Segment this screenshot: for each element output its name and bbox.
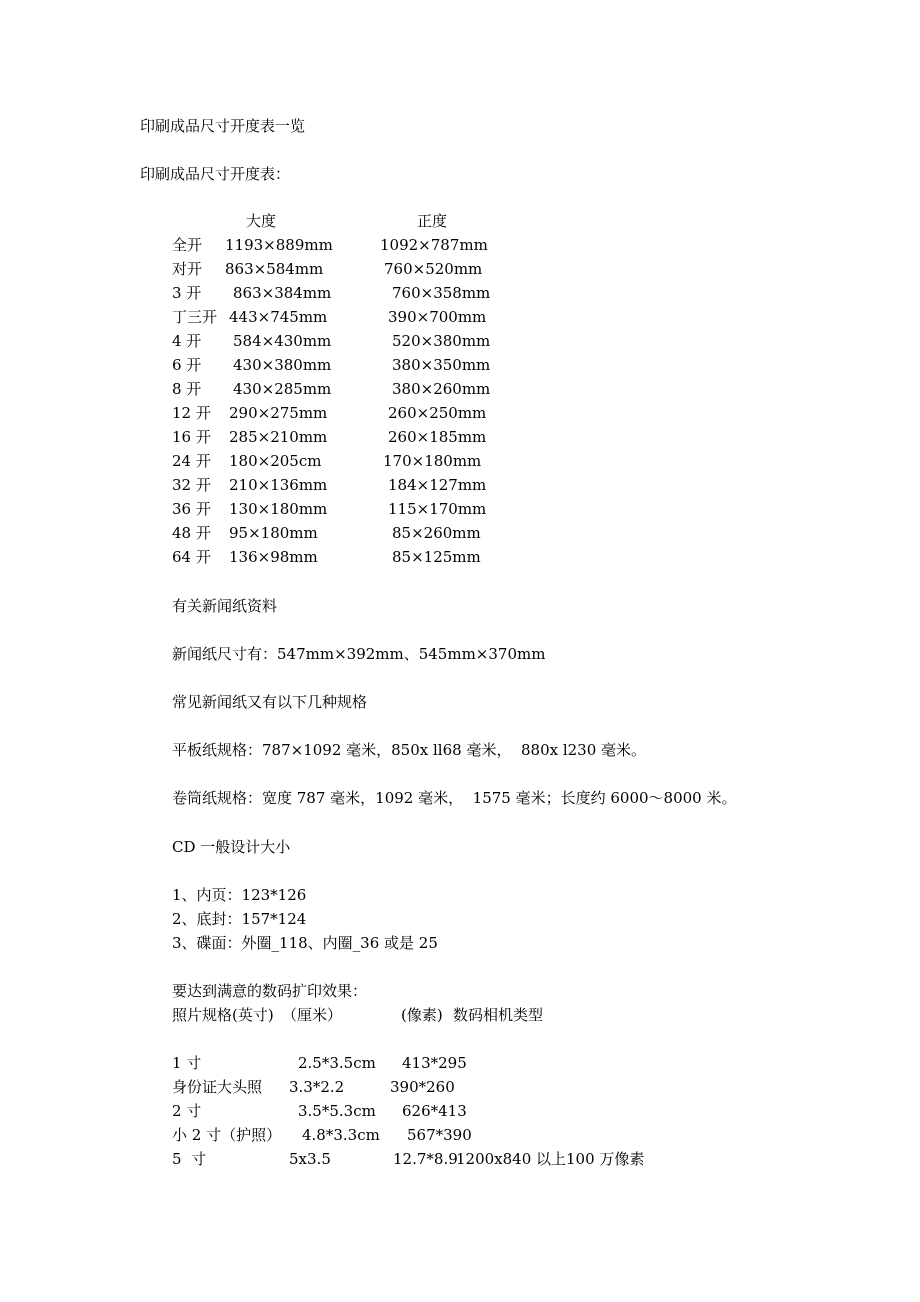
photo-name: 5 寸	[172, 1150, 207, 1168]
photo-px: 1200x840 以上	[456, 1150, 567, 1168]
row-standard: 85×125mm	[392, 548, 481, 566]
header-cm: （厘米）	[282, 1006, 343, 1024]
row-label: 全开	[172, 236, 203, 254]
row-standard: 760×358mm	[392, 284, 491, 302]
row-large: 136×98mm	[229, 548, 318, 566]
row-large: 180×205cm	[229, 452, 322, 470]
row-large: 95×180mm	[229, 524, 318, 542]
row-label: 4 开	[172, 332, 202, 350]
list-item: 1、内页：123*126	[172, 886, 307, 904]
row-label: 16 开	[172, 428, 211, 446]
row-standard: 760×520mm	[384, 260, 483, 278]
photo-name: 2 寸	[172, 1102, 202, 1120]
photo-cm: 2.5*3.5cm	[298, 1054, 376, 1072]
row-large: 863×584mm	[225, 260, 324, 278]
row-label: 12 开	[172, 404, 211, 422]
photo-px: 413*295	[402, 1054, 467, 1072]
photo-px: 390*260	[390, 1078, 455, 1096]
row-label: 对开	[172, 260, 203, 278]
row-large: 130×180mm	[229, 500, 328, 518]
photo-name: 小 2 寸（护照）	[172, 1126, 282, 1144]
photo-cm: 4.8*3.3cm	[302, 1126, 380, 1144]
header-px: (像素)	[401, 1006, 443, 1024]
row-standard: 380×350mm	[392, 356, 491, 374]
photo-px: 626*413	[402, 1102, 467, 1120]
row-standard: 85×260mm	[392, 524, 481, 542]
photo-px: 567*390	[407, 1126, 472, 1144]
photo-camera: 100 万像素	[566, 1150, 645, 1168]
newsprint-common: 常见新闻纸又有以下几种规格	[172, 693, 368, 711]
row-large: 210×136mm	[229, 476, 328, 494]
row-standard: 1092×787mm	[380, 236, 488, 254]
list-item: 3、碟面：外圈_118、内圈_36 或是 25	[172, 934, 438, 952]
row-standard: 115×170mm	[388, 500, 487, 518]
photo-intro: 要达到满意的数码扩印效果：	[172, 982, 368, 1000]
row-label: 64 开	[172, 548, 211, 566]
header-spec: 照片规格(英寸)	[172, 1006, 274, 1024]
row-standard: 390×700mm	[388, 308, 487, 326]
row-label: 8 开	[172, 380, 202, 398]
row-label: 3 开	[172, 284, 202, 302]
row-large: 285×210mm	[229, 428, 328, 446]
doc-title: 印刷成品尺寸开度表一览	[140, 117, 306, 135]
row-label: 48 开	[172, 524, 211, 542]
row-label: 32 开	[172, 476, 211, 494]
row-standard: 260×250mm	[388, 404, 487, 422]
newsprint-heading: 有关新闻纸资料	[172, 597, 278, 615]
newsprint-flat: 平板纸规格：787×1092 毫米，850x ll68 毫米， 880x l230 毫米。	[172, 741, 647, 759]
photo-cm: 3.5*5.3cm	[298, 1102, 376, 1120]
row-large: 430×380mm	[233, 356, 332, 374]
list-item: 2、底封：157*124	[172, 910, 307, 928]
table-intro: 印刷成品尺寸开度表：	[140, 165, 291, 183]
header-standard: 正度	[417, 212, 448, 230]
photo-name: 身份证大头照	[172, 1078, 263, 1096]
row-standard: 184×127mm	[388, 476, 487, 494]
row-large: 290×275mm	[229, 404, 328, 422]
photo-cm: 12.7*8.9	[393, 1150, 458, 1168]
row-label: 24 开	[172, 452, 211, 470]
newsprint-sizes: 新闻纸尺寸有：547mm×392mm、545mm×370mm	[172, 645, 546, 663]
row-standard: 380×260mm	[392, 380, 491, 398]
row-label: 6 开	[172, 356, 202, 374]
photo-inch: 5x3.5	[289, 1150, 331, 1168]
row-standard: 170×180mm	[383, 452, 482, 470]
row-large: 863×384mm	[233, 284, 332, 302]
row-label: 丁三开	[172, 308, 218, 326]
row-large: 430×285mm	[233, 380, 332, 398]
photo-name: 1 寸	[172, 1054, 202, 1072]
row-large: 443×745mm	[229, 308, 328, 326]
header-camera: 数码相机类型	[453, 1006, 544, 1024]
row-standard: 260×185mm	[388, 428, 487, 446]
row-large: 1193×889mm	[225, 236, 333, 254]
row-standard: 520×380mm	[392, 332, 491, 350]
cd-heading: CD 一般设计大小	[172, 838, 291, 856]
row-large: 584×430mm	[233, 332, 332, 350]
photo-cm: 3.3*2.2	[289, 1078, 345, 1096]
header-large: 大度	[246, 212, 277, 230]
row-label: 36 开	[172, 500, 211, 518]
newsprint-roll: 卷筒纸规格：宽度 787 毫米，1092 毫米， 1575 毫米；长度约 6000～8000 米。	[172, 789, 737, 807]
